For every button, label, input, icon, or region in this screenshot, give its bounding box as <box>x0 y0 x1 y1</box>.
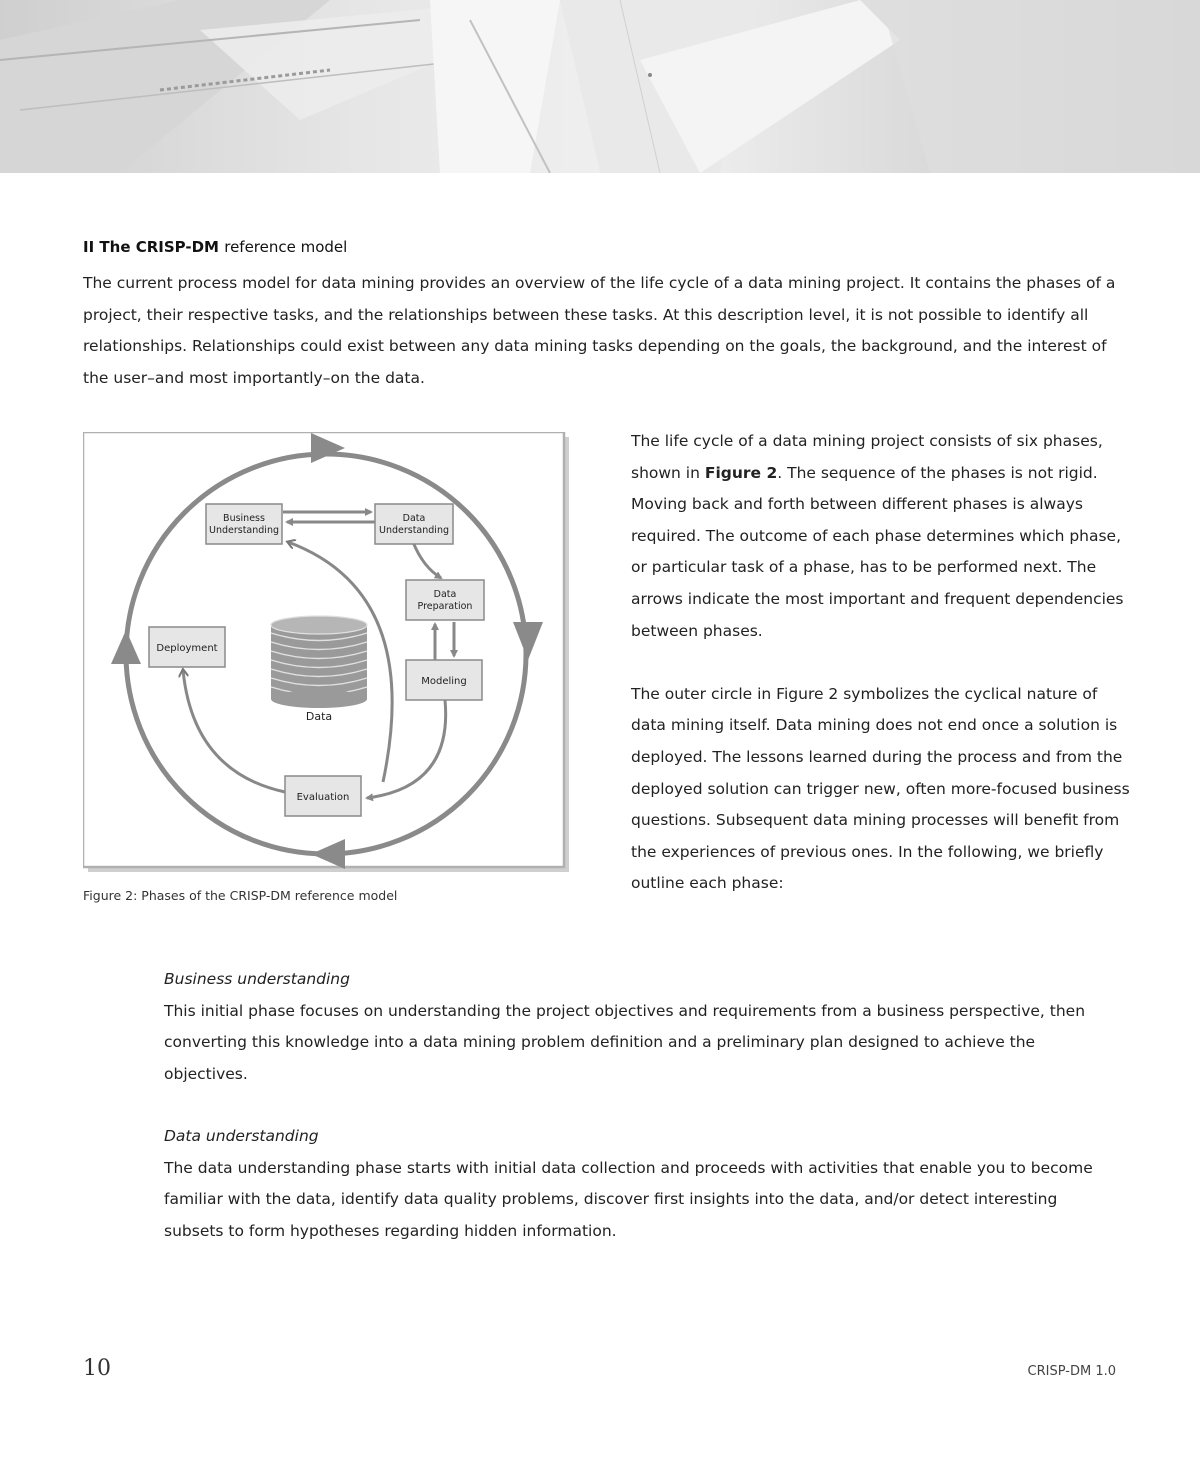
document-title: CRISP-DM 1.0 <box>1027 1364 1116 1379</box>
page-number: 10 <box>83 1356 111 1381</box>
figure-caption: Figure 2: Phases of the CRISP-DM reference model <box>83 888 398 903</box>
svg-text:Deployment: Deployment <box>156 643 218 654</box>
phase-body: The data understanding phase starts with initial data collection and proceeds with activities that enable you to become familiar with the data, identify data quality problems, discover first insights into the data, and/or detect interesting subsets to form hypotheses regarding hidden information. <box>164 1158 1093 1240</box>
lifecycle-text-end: . The sequence of the phases is not rigid. Moving back and forth between different phases is always required. The outcome of each phase determines which phase, or particular task of a phase, has to be performed next. The arrows indicate the most important and frequent dependencies between phases. <box>631 463 1124 640</box>
box-evaluation <box>285 776 361 816</box>
svg-text:Data: Data <box>402 513 426 524</box>
svg-text:Evaluation: Evaluation <box>296 792 350 803</box>
phase-body: This initial phase focuses on understanding the project objectives and requirements from a business perspective, then converting this knowledge into a data mining problem definition and a preliminary plan designed to achieve the objectives. <box>164 1001 1086 1083</box>
phase-data-understanding <box>164 1121 1104 1247</box>
svg-text:Understanding: Understanding <box>209 525 279 536</box>
box-data-understanding <box>375 504 453 544</box>
crisp-dm-diagram <box>83 432 569 872</box>
phase-title: Business understanding <box>164 970 350 988</box>
svg-text:Modeling: Modeling <box>421 676 467 687</box>
phase-title: Data understanding <box>164 1127 319 1145</box>
section-title <box>83 238 347 256</box>
section-title-main: The CRISP-DM <box>99 238 219 256</box>
svg-text:Business: Business <box>223 513 265 524</box>
lifecycle-paragraph <box>631 426 1131 647</box>
section-number: II <box>83 238 95 256</box>
svg-text:Understanding: Understanding <box>379 525 449 536</box>
intro-paragraph: The current process model for data mining provides an overview of the life cycle of a data mining project. It contains the phases of a project, their respective tasks, and the relationships between these tasks. At this description level, it is not possible to identify all relationships. Relationships could exist between any data mining tasks depending on the goals, the background, and the interest of the user–and most importantly–on the data. <box>83 274 1116 387</box>
data-cylinder-icon <box>271 616 367 708</box>
data-label: Data <box>305 710 333 723</box>
box-business-understanding <box>206 504 282 544</box>
box-modeling <box>406 660 482 700</box>
outer-circle-paragraph: The outer circle in Figure 2 symbolizes the cyclical nature of data mining itself. Data mining does not end once a solution is deployed. The lessons learned during the process and from the deployed solution can trigger new, often more-focused business questions. Subsequent data mining processes will benefit from the experiences of previous ones. In the following, we briefly outline each phase: <box>631 684 1130 893</box>
box-data-preparation <box>406 580 484 620</box>
box-deployment <box>149 627 225 667</box>
phase-business-understanding <box>164 964 1104 1090</box>
svg-text:Data: Data <box>433 589 457 600</box>
header-photo <box>0 0 1200 173</box>
section-title-rest: reference model <box>224 238 348 256</box>
figure-reference: Figure 2 <box>704 463 778 482</box>
lifecycle-text-start: The life cycle of a data mining project consists of six phases, shown in <box>631 432 1103 482</box>
svg-text:Preparation: Preparation <box>417 601 473 612</box>
right-column <box>631 426 1131 900</box>
